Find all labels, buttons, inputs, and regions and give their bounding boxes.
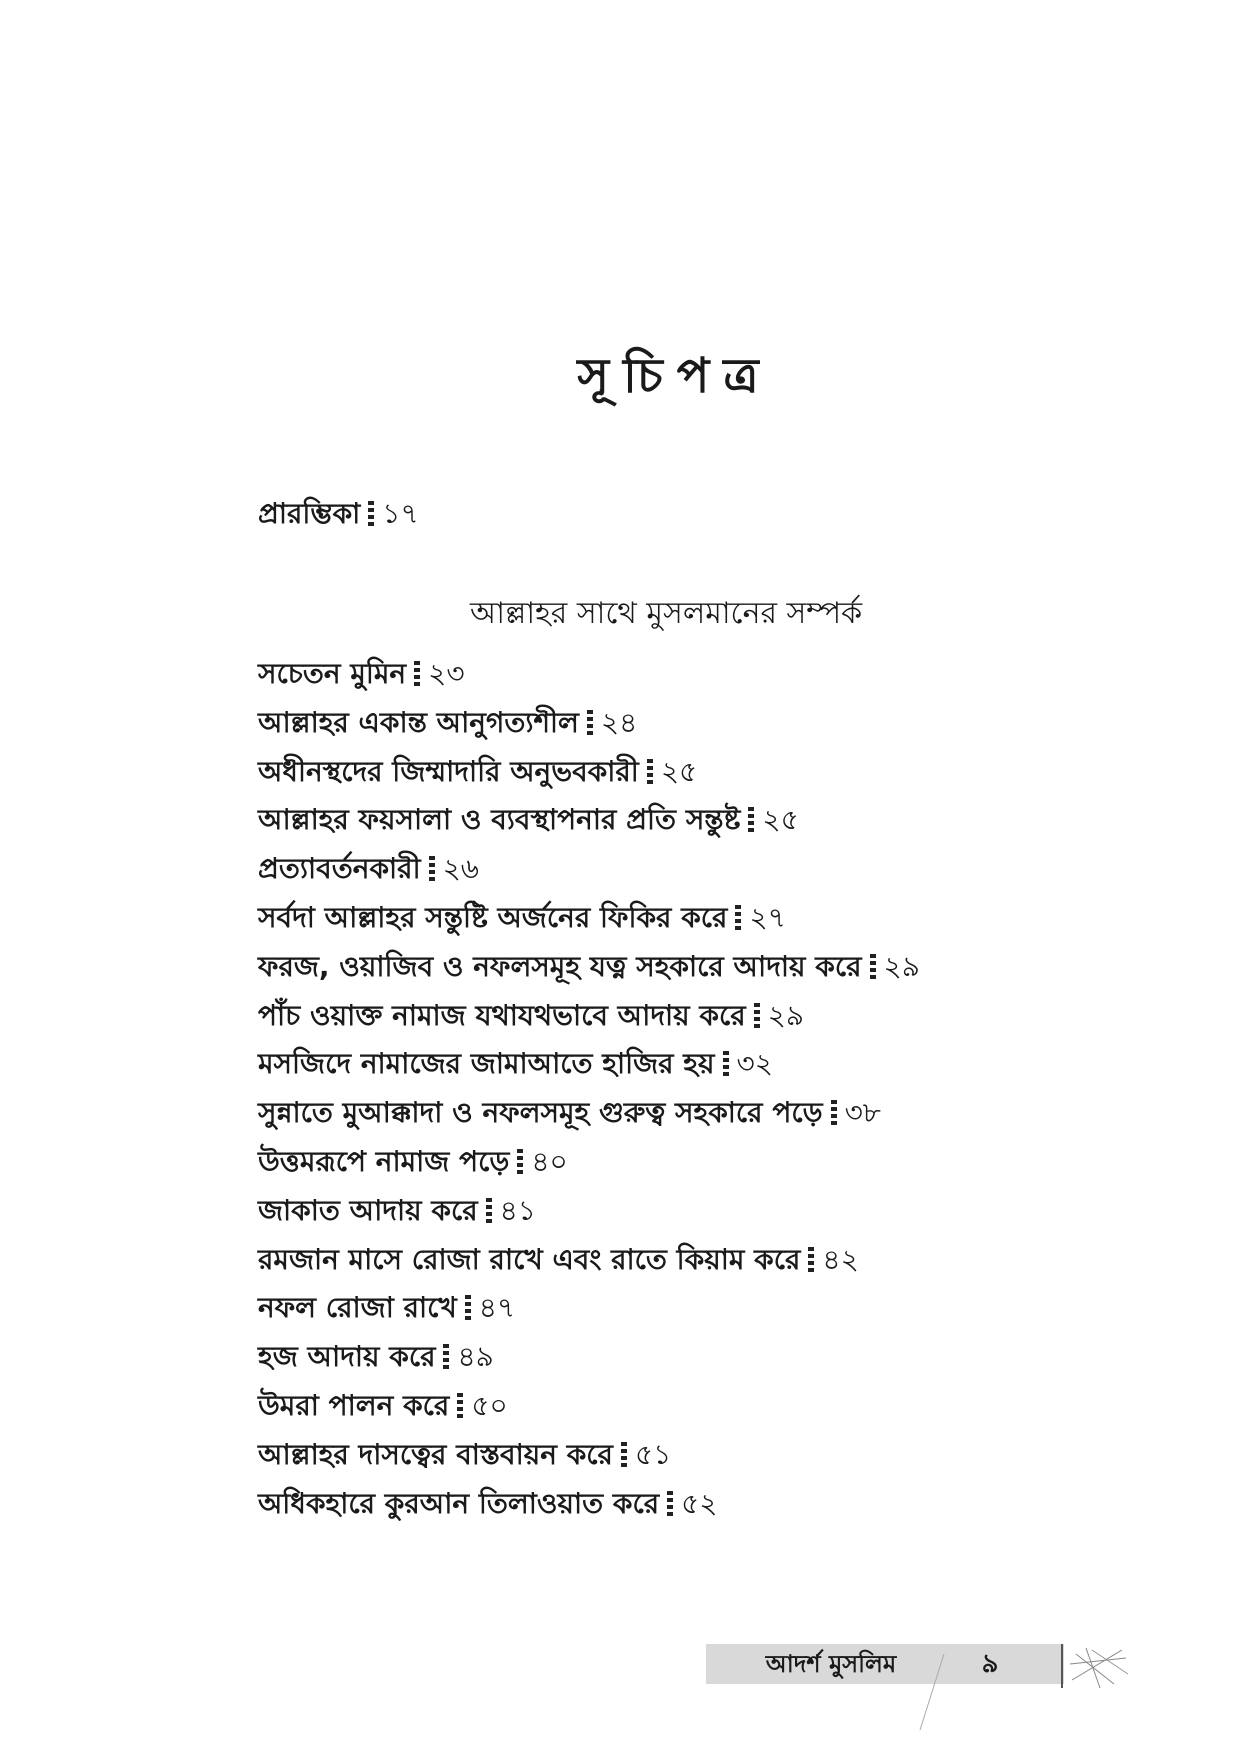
toc-entry <box>258 703 637 743</box>
toc-entry-label: অধীনস্থদের জিম্মাদারি অনুভবকারী <box>258 755 639 788</box>
toc-entry <box>258 1093 881 1133</box>
toc-entry-label: সর্বদা আল্লাহর সন্তুষ্টি অর্জনের ফিকির করে <box>258 901 728 934</box>
toc-entry-label: ফরজ, ওয়াজিব ও নফলসমূহ যত্ন সহকারে আদায় করে <box>258 950 862 983</box>
toc-entry <box>258 1142 568 1182</box>
toc-entry-page: ২৬ <box>442 852 479 885</box>
toc-entry <box>258 1386 508 1426</box>
toc-entry <box>258 1240 859 1280</box>
dotted-separator <box>443 1344 449 1370</box>
toc-entry-page: ১৭ <box>382 497 419 530</box>
dotted-separator <box>754 1003 760 1029</box>
toc-entry <box>258 1288 515 1328</box>
dotted-separator <box>429 856 435 882</box>
dotted-separator <box>587 710 593 736</box>
toc-entry-label: প্রত্যাবর্তনকারী <box>258 852 421 885</box>
footer-page-number: ৯ <box>981 1649 999 1679</box>
toc-entry-label: আল্লাহর একান্ত আনুগত্যশীল <box>258 706 579 739</box>
toc-entry <box>258 947 920 987</box>
dotted-separator <box>870 954 876 980</box>
toc-entry <box>258 1191 536 1231</box>
toc-entry <box>258 996 804 1036</box>
dotted-separator <box>517 1149 523 1175</box>
dotted-separator <box>465 1295 471 1321</box>
toc-entry-page: ২৯ <box>767 999 805 1032</box>
dotted-separator <box>735 905 741 931</box>
toc-entry-label: সচেতন মুমিন <box>258 657 407 690</box>
dotted-separator <box>647 759 653 785</box>
toc-entry-label: হজ আদায় করে <box>258 1340 436 1373</box>
toc-entry <box>258 654 465 694</box>
toc-entry <box>258 1484 717 1524</box>
section-heading: আল্লাহর সাথে মুসলমানের সম্পর্ক <box>470 596 863 631</box>
dotted-separator <box>486 1198 492 1224</box>
toc-entry-page: ৫১ <box>634 1438 672 1471</box>
toc-entry <box>258 849 479 889</box>
toc-entry-label: পাঁচ ওয়াক্ত নামাজ যথাযথভাবে আদায় করে <box>258 999 746 1032</box>
toc-entry-page: ২৫ <box>762 803 799 836</box>
toc-entry-page: ৩৮ <box>844 1096 881 1129</box>
toc-entry-label: নফল রোজা রাখে <box>258 1291 457 1324</box>
toc-entry-label: জাকাত আদায় করে <box>258 1194 478 1227</box>
toc-entry-page: ৪৭ <box>478 1291 516 1324</box>
toc-entry-page: ৫২ <box>681 1487 718 1520</box>
toc-entry-page: ৪০ <box>531 1145 568 1178</box>
toc-entry-label: অধিকহারে কুরআন তিলাওয়াত করে <box>258 1487 660 1520</box>
dotted-separator <box>831 1100 837 1126</box>
footer-decoration <box>900 1620 1140 1730</box>
page-title: সূচিপত্র <box>577 348 773 404</box>
toc-entry-page: ২৭ <box>749 901 786 934</box>
toc-entry-page: ২৩ <box>428 657 465 690</box>
dotted-separator <box>621 1442 627 1468</box>
toc-entry-label: রমজান মাসে রোজা রাখে এবং রাতে কিয়াম করে <box>258 1243 801 1276</box>
dotted-separator <box>723 1051 729 1077</box>
toc-entry-label: আল্লাহর ফয়সালা ও ব্যবস্থাপনার প্রতি সন্তুষ্ট <box>258 803 741 836</box>
toc-entry-page: ৪২ <box>822 1243 859 1276</box>
dotted-separator <box>414 661 420 687</box>
footer-book-title: আদর্শ মুসলিম <box>765 1650 897 1678</box>
toc-entry-page: ৪৯ <box>457 1340 494 1373</box>
toc-entry-page: ২৫ <box>660 755 698 788</box>
toc-entry-page: ৫০ <box>471 1389 508 1422</box>
toc-entry <box>258 752 697 792</box>
toc-entry-label: উত্তমরূপে নামাজ পড়ে <box>258 1145 510 1178</box>
dotted-separator <box>457 1393 463 1419</box>
dotted-separator <box>748 807 754 833</box>
toc-entry-page: ২৯ <box>883 950 920 983</box>
toc-entry-label: সুন্নাতে মুআক্কাদা ও নফলসমূহ গুরুত্ব সহকারে পড়ে <box>258 1096 823 1129</box>
toc-entry-page: ২৪ <box>600 706 638 739</box>
toc-entry-label: প্রারম্ভিকা <box>258 497 361 530</box>
toc-entry <box>258 898 786 938</box>
toc-entry-label: আল্লাহর দাসত্বের বাস্তবায়ন করে <box>258 1438 613 1471</box>
toc-entry <box>258 1435 671 1475</box>
dotted-separator <box>667 1491 673 1517</box>
toc-entry <box>258 800 799 840</box>
toc-entry-label: মসজিদে নামাজের জামাআতে হাজির হয় <box>258 1047 715 1080</box>
toc-entry-page: ৩২ <box>736 1047 773 1080</box>
dotted-separator <box>808 1247 814 1273</box>
toc-entry-label: উমরা পালন করে <box>258 1389 450 1422</box>
toc-entry-page: ৪১ <box>499 1194 536 1227</box>
toc-entry <box>258 1044 773 1084</box>
toc-entry <box>258 1337 494 1377</box>
